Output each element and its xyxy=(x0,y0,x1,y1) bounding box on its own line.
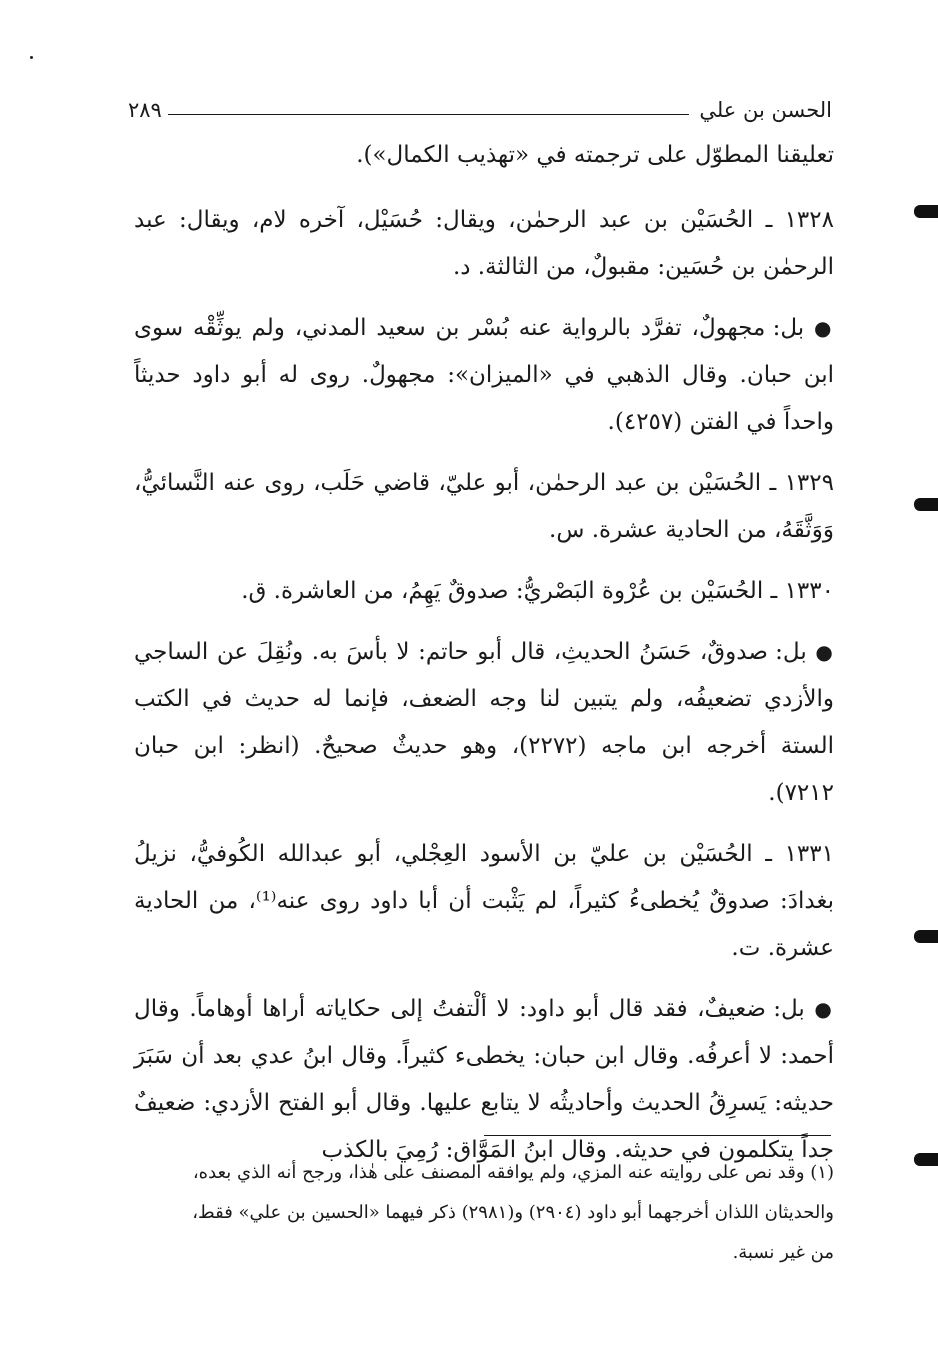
page-number: ٢٨٩ xyxy=(128,98,162,122)
main-text xyxy=(134,132,834,1188)
header-rule xyxy=(168,114,689,115)
entry-1328: ١٣٢٨ ـ الحُسَيْن بن عبد الرحمٰن، ويقال: حُسَيْل، آخره لام، ويقال: عبد الرحمٰن بن حُسَين: مقبولٌ، من الثالثة. د. xyxy=(134,207,834,280)
comment-1328: ● بل: مجهولٌ، تفرَّد بالرواية عنه بُسْر بن سعيد المدني، ولم يوثِّقْه سوى ابن حبان. وقال الذهبي في «الميزان»: مجهولٌ. روى له أبو داود حديثاً واحداً في الفتن (٤٢٥٧). xyxy=(134,315,835,435)
bullet-icon: ● xyxy=(814,997,835,1021)
entry-1329: ١٣٢٩ ـ الحُسَيْن بن عبد الرحمٰن، أبو عليّ، قاضي حَلَب، روى عنه النَّسائيُّ، وَوَثَّقَهُ، من الحادية عشرة. س. xyxy=(134,470,834,543)
comment-1331: ● بل: ضعيفٌ، فقد قال أبو داود: لا ألْتفتُ إلى حكاياته أراها أوهاماً. وقال أحمد: لا أعرفُه. وقال ابن حبان: يخطىء كثيراً. وقال ابنُ عدي بعد أن سَبَرَ حديثه: يَسرِقُ الحديث وأحاديثُه لا يتابع عليها. وقال أبو الفتح الأزدي: ضعيفٌ جداً يتكلمون في حديثه. وقال ابنُ المَوَّاق: رُمِيَ بالكذب xyxy=(134,996,835,1163)
page-header xyxy=(128,92,832,122)
continuation-paragraph: تعليقنا المطوّل على ترجمته في «تهذيب الكمال»). xyxy=(356,142,834,168)
entry-1331: ١٣٣١ ـ الحُسَيْن بن عليّ بن الأسود العِجْلي، أبو عبدالله الكُوفيُّ، نزيلُ بغدادَ: صدوقٌ يُخطىءُ كثيراً، لم يَثْبت أن أبا داود روى عنه⁽¹⁾، من الحادية عشرة. ت. xyxy=(134,841,835,961)
comment-1330: ● بل: صدوقٌ، حَسَنُ الحديثِ، قال أبو حاتم: لا بأسَ به. ونُقِلَ عن الساجي والأزدي تضعيفُه، ولم يتبين لنا وجه الضعف، فإنما له حديث في الكتب الستة أخرجه ابن ماجه (٢٢٧٢)، وهو حديثٌ صحيحٌ. (انظر: ابن حبان ٧٢١٢). xyxy=(134,639,835,806)
thumb-index-mark xyxy=(914,205,938,218)
thumb-index-mark xyxy=(914,930,938,943)
footnote-line: من غير نسبة. xyxy=(732,1242,834,1263)
bullet-icon: ● xyxy=(814,316,835,340)
running-title: الحسن بن علي xyxy=(699,98,832,122)
entry-1330: ١٣٣٠ ـ الحُسَيْن بن عُرْوة البَصْريُّ: صدوقٌ يَهِمُ، من العاشرة. ق. xyxy=(241,578,834,604)
footnote xyxy=(134,1153,834,1273)
thumb-index-mark xyxy=(914,1153,938,1166)
footnote-line: (١) وقد نص على روايته عنه المزي، ولم يوافقه المصنف على هٰذا، ورجح أنه الذي بعده، xyxy=(192,1162,834,1183)
scan-speck xyxy=(30,56,33,59)
bullet-icon: ● xyxy=(815,640,835,664)
footnote-line: والحديثان اللذان أخرجهما أبو داود (٢٩٠٤) و(٢٩٨١) ذكر فيهما «الحسين بن علي» فقط، xyxy=(192,1202,834,1223)
thumb-index-mark xyxy=(914,498,938,511)
footnote-rule xyxy=(484,1135,831,1136)
